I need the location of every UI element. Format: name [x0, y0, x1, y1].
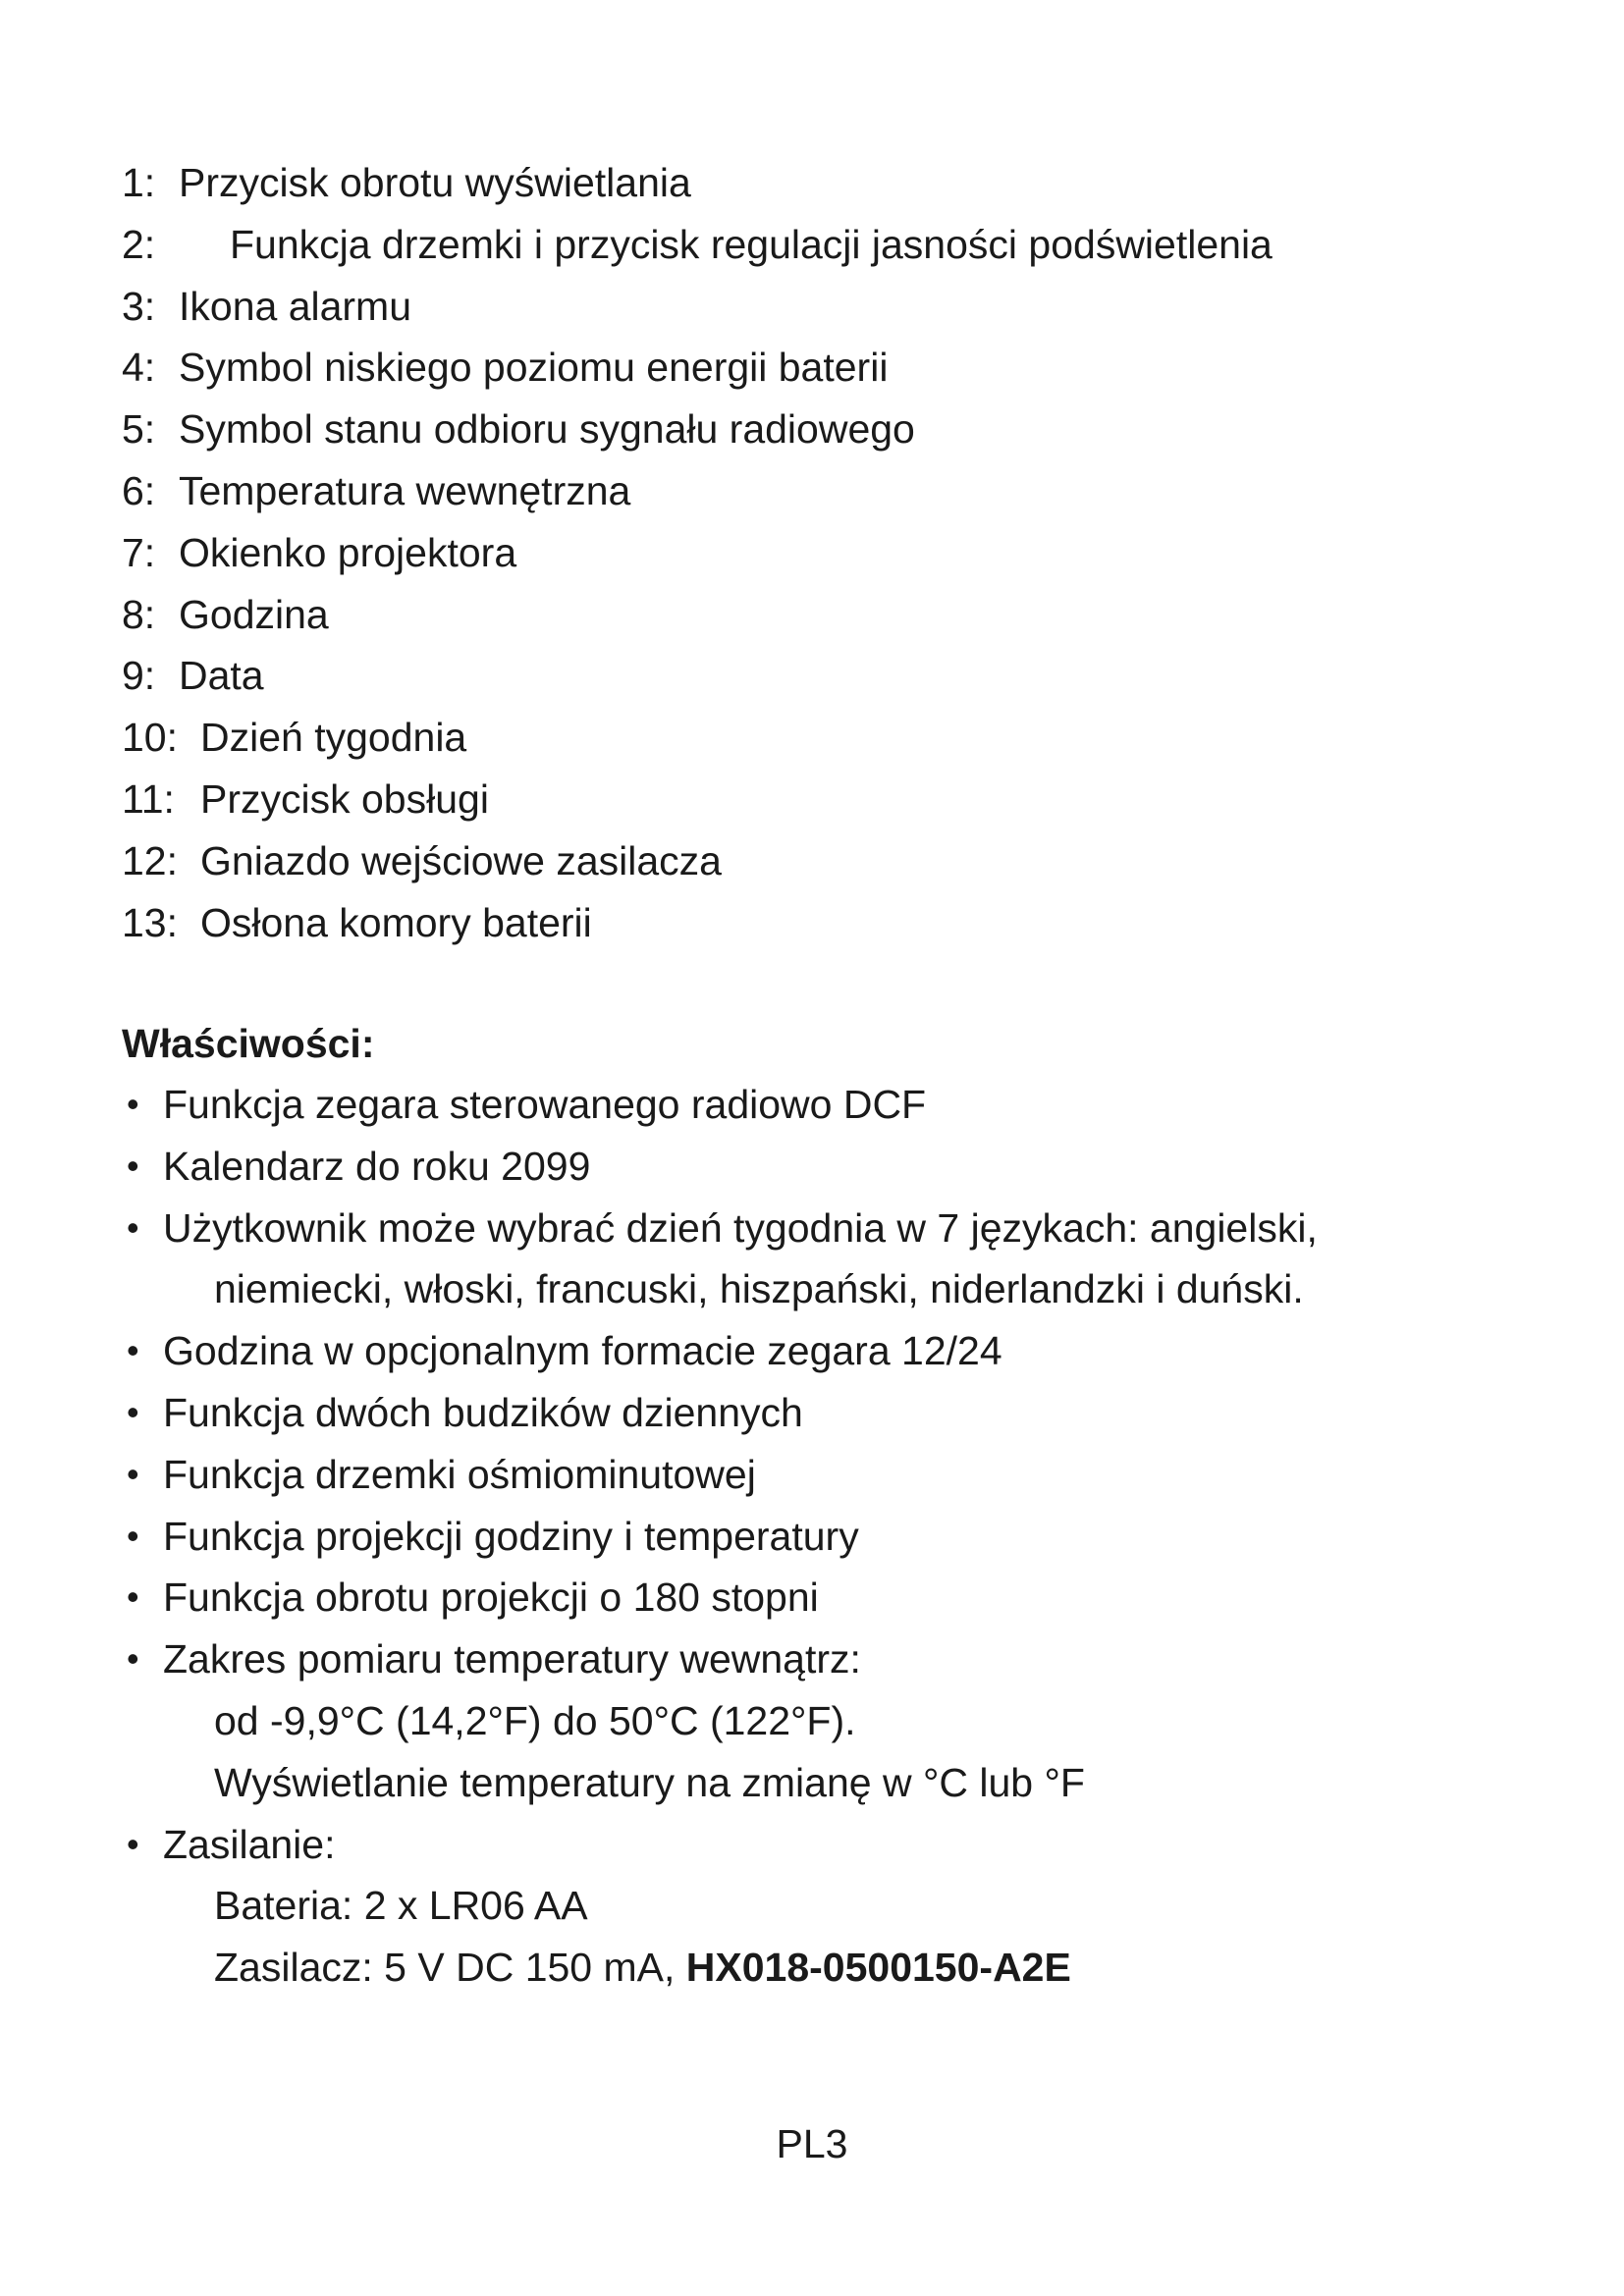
item-number: 10: [122, 715, 178, 761]
item-number: 13: [122, 899, 178, 945]
bullet-icon: • [127, 1330, 139, 1371]
item-number: 12: [122, 837, 178, 883]
feature-text: Funkcja obrotu projekcji o 180 stopni [163, 1575, 819, 1621]
page-number: PL3 [776, 2121, 848, 2166]
item-label: Dzień tygodnia [200, 715, 467, 761]
adapter-spec: Zasilacz: 5 V DC 150 mA, [214, 1945, 686, 1991]
feature-continuation: Bateria: 2 x LR06 AA [214, 1883, 588, 1929]
item-label: Temperatura wewnętrzna [179, 467, 631, 513]
list-item [122, 1382, 1318, 1444]
item-label: Osłona komory baterii [200, 899, 592, 945]
list-item [122, 1136, 1318, 1198]
item-number: 3: [122, 283, 156, 329]
features-list [122, 1074, 1318, 1999]
feature-continuation: Wyświetlanie temperatury na zmianę w °C lub °F [214, 1759, 1085, 1805]
list-item [122, 152, 1272, 214]
list-item [122, 1320, 1318, 1382]
list-item [122, 1198, 1318, 1321]
item-number: 2: [122, 221, 156, 267]
item-label: Przycisk obsługi [200, 775, 489, 822]
bullet-icon: • [127, 1638, 139, 1680]
feature-text: Funkcja drzemki ośmiominutowej [163, 1451, 756, 1497]
list-item [122, 830, 1272, 892]
item-label: Ikona alarmu [179, 283, 412, 329]
item-label: Data [179, 653, 264, 699]
item-number: 6: [122, 467, 156, 513]
bullet-icon: • [127, 1145, 139, 1186]
item-number: 7: [122, 529, 156, 575]
feature-text: Zakres pomiaru temperatury wewnątrz: [163, 1636, 861, 1682]
list-item [122, 584, 1272, 646]
item-number: 8: [122, 591, 156, 637]
feature-text: Godzina w opcjonalnym formacie zegara 12/24 [163, 1328, 1002, 1374]
bullet-icon: • [127, 1391, 139, 1432]
list-item [122, 1814, 1318, 1999]
item-label: Funkcja drzemki i przycisk regulacji jasności podświetlenia [230, 221, 1272, 267]
item-number: 9: [122, 653, 156, 699]
list-item [122, 1444, 1318, 1506]
list-item [122, 769, 1272, 830]
item-label: Godzina [179, 591, 329, 637]
features-heading: Właściwości: [122, 1021, 375, 1066]
list-item [122, 214, 1272, 276]
component-list [122, 152, 1272, 953]
feature-text: Funkcja zegara sterowanego radiowo DCF [163, 1082, 927, 1127]
item-label: Okienko projektora [179, 529, 517, 575]
list-item [122, 399, 1272, 460]
item-label: Przycisk obrotu wyświetlania [179, 160, 691, 205]
bullet-icon: • [127, 1823, 139, 1864]
list-item [122, 1629, 1318, 1813]
item-number: 11: [122, 775, 175, 822]
item-number: 5: [122, 406, 156, 453]
item-number: 1: [122, 160, 156, 205]
adapter-model: HX018-0500150-A2E [685, 1945, 1071, 1991]
feature-continuation: niemiecki, włoski, francuski, hiszpański, niderlandzki i duński. [214, 1266, 1304, 1312]
feature-text: Kalendarz do roku 2099 [163, 1143, 591, 1189]
bullet-icon: • [127, 1453, 139, 1494]
bullet-icon: • [127, 1206, 139, 1248]
list-item [122, 707, 1272, 769]
list-item [122, 276, 1272, 338]
feature-text: Funkcja projekcji godziny i temperatury [163, 1513, 859, 1559]
feature-text: Funkcja dwóch budzików dziennych [163, 1389, 803, 1435]
item-number: 4: [122, 345, 156, 391]
bullet-icon: • [127, 1515, 139, 1556]
item-label: Gniazdo wejściowe zasilacza [200, 837, 722, 883]
feature-continuation: od -9,9°C (14,2°F) do 50°C (122°F). [214, 1697, 856, 1743]
list-item [122, 522, 1272, 584]
list-item [122, 645, 1272, 707]
item-label: Symbol stanu odbioru sygnału radiowego [179, 406, 915, 453]
list-item [122, 1074, 1318, 1136]
list-item [122, 460, 1272, 522]
bullet-icon: • [127, 1576, 139, 1618]
bullet-icon: • [127, 1084, 139, 1124]
feature-text: Użytkownik może wybrać dzień tygodnia w 7 językach: angielski, [163, 1204, 1318, 1251]
list-item [122, 1567, 1318, 1629]
feature-continuation [163, 1937, 1318, 1999]
list-item [122, 1506, 1318, 1568]
feature-text: Zasilanie: [163, 1821, 336, 1867]
list-item [122, 892, 1272, 954]
list-item [122, 337, 1272, 399]
item-label: Symbol niskiego poziomu energii baterii [179, 345, 889, 391]
